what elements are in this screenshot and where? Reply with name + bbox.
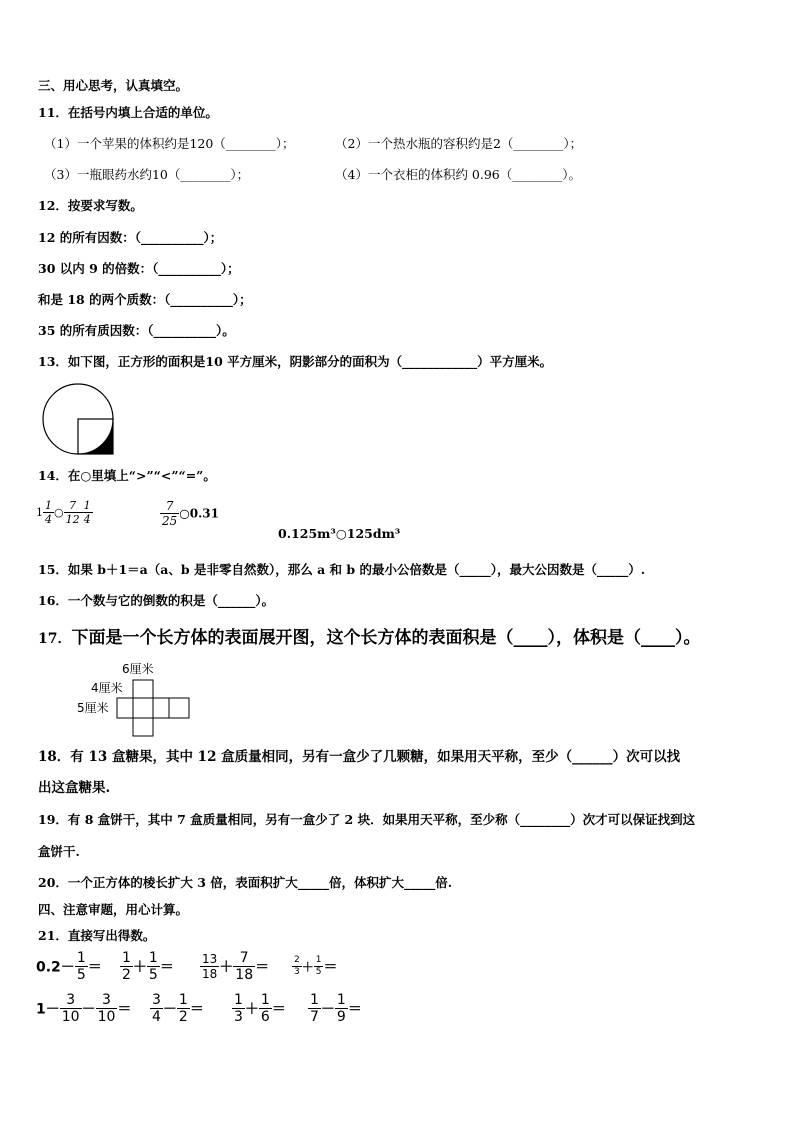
question-14-text: 14．在○里填上“>”“<”“=”。 bbox=[38, 468, 216, 483]
question-15-text: 15．如果 b＋1＝a（a、b 是非零自然数），那么 a 和 b 的最小公倍数是（_____），最大公因数是（_____）. bbox=[38, 562, 646, 577]
question-20-text: 20．一个正方体的棱长扩大 3 倍，表面积扩大_____倍，体积扩大_____倍. bbox=[38, 875, 453, 890]
question-21-title: 21．直接写出得数。 bbox=[38, 928, 156, 943]
compare-expression-2: $\frac{7}{25}$ ○0.31 bbox=[162, 499, 219, 528]
question-12-part-3: 和是 18 的两个质数：（__________）； bbox=[38, 292, 252, 307]
question-16-text: 16．一个数与它的倒数的积是（______）。 bbox=[38, 593, 275, 608]
section-heading-4: 四、注意审题，用心计算。 bbox=[38, 902, 189, 917]
question-11-title: 11．在括号内填上合适的单位。 bbox=[38, 105, 218, 120]
question-11-part-4: （4）一个衣柜的体积约 0.96（________）。 bbox=[335, 167, 582, 182]
svg-text:5厘米: 5厘米 bbox=[77, 701, 109, 715]
question-13-text: 13．如下图，正方形的面积是10 平方厘米，阴影部分的面积为（____________）平方厘米。 bbox=[38, 354, 553, 369]
calc-item-1-2: $\frac{1}{2}$ ＋ $\frac{1}{5}$ ＝ bbox=[122, 950, 174, 983]
calc-item-2-4: $\frac{1}{7}$ － $\frac{1}{9}$ ＝ bbox=[310, 992, 362, 1025]
circle-square-figure bbox=[38, 383, 120, 457]
question-18-line-2: 出这盒糖果. bbox=[38, 780, 111, 796]
compare-expression-3: 0.125m³○125dm³ bbox=[278, 526, 401, 541]
calc-item-2-3: $\frac{1}{3}$ ＋ $\frac{1}{6}$ ＝ bbox=[234, 992, 286, 1025]
calc-item-2-2: $\frac{3}{4}$ － $\frac{1}{2}$ ＝ bbox=[152, 992, 204, 1025]
question-18-line-1: 18．有 13 盒糖果，其中 12 盒质量相同，另有一盒少了几颗糖，如果用天平称，至少（______）次可以找 bbox=[38, 749, 681, 765]
calc-item-1-1: 0.2－ $\frac{1}{5}$ ＝ bbox=[36, 950, 102, 983]
calc-item-1-3: $\frac{13}{18}$ ＋ $\frac{7}{18}$ ＝ bbox=[202, 950, 270, 983]
calc-item-1-4: $\frac{2}{3}$ ＋ $\frac{1}{5}$ ＝ bbox=[294, 955, 338, 977]
question-12-title: 12．按要求写数。 bbox=[38, 198, 143, 213]
svg-text:6厘米: 6厘米 bbox=[122, 662, 154, 676]
question-11-part-2: （2）一个热水瓶的容积约是2（________）； bbox=[335, 136, 583, 151]
section-heading-3: 三、用心思考，认真填空。 bbox=[38, 78, 189, 93]
question-19-line-2: 盒饼干. bbox=[38, 844, 80, 859]
calc-item-2-1: 1－ $\frac{3}{10}$ － $\frac{3}{10}$ ＝ bbox=[36, 992, 132, 1025]
cuboid-net-figure bbox=[75, 660, 205, 740]
svg-text:4厘米: 4厘米 bbox=[91, 681, 123, 695]
question-11-part-3: （3）一瓶眼药水约10（________）； bbox=[44, 167, 250, 182]
question-12-part-1: 12 的所有因数：（__________）； bbox=[38, 230, 223, 245]
question-12-part-2: 30 以内 9 的倍数：（__________）； bbox=[38, 261, 240, 276]
question-12-part-4: 35 的所有质因数：（__________）。 bbox=[38, 323, 235, 338]
question-17-line: 17．下面是一个长方体的表面展开图，这个长方体的表面积是（____），体积是（____）。 bbox=[38, 628, 701, 648]
compare-expression-1: 1 $\frac{1}{4}$ ○ $\frac{7}{12}$ $\frac{1}{4}$ bbox=[36, 499, 91, 526]
question-11-part-1: （1）一个苹果的体积约是120（________）； bbox=[44, 136, 295, 151]
question-19-line-1: 19．有 8 盒饼干，其中 7 盒质量相同，另有一盒少了 2 块．如果用天平称，至少称（________）次才可以保证找到这 bbox=[38, 812, 696, 827]
